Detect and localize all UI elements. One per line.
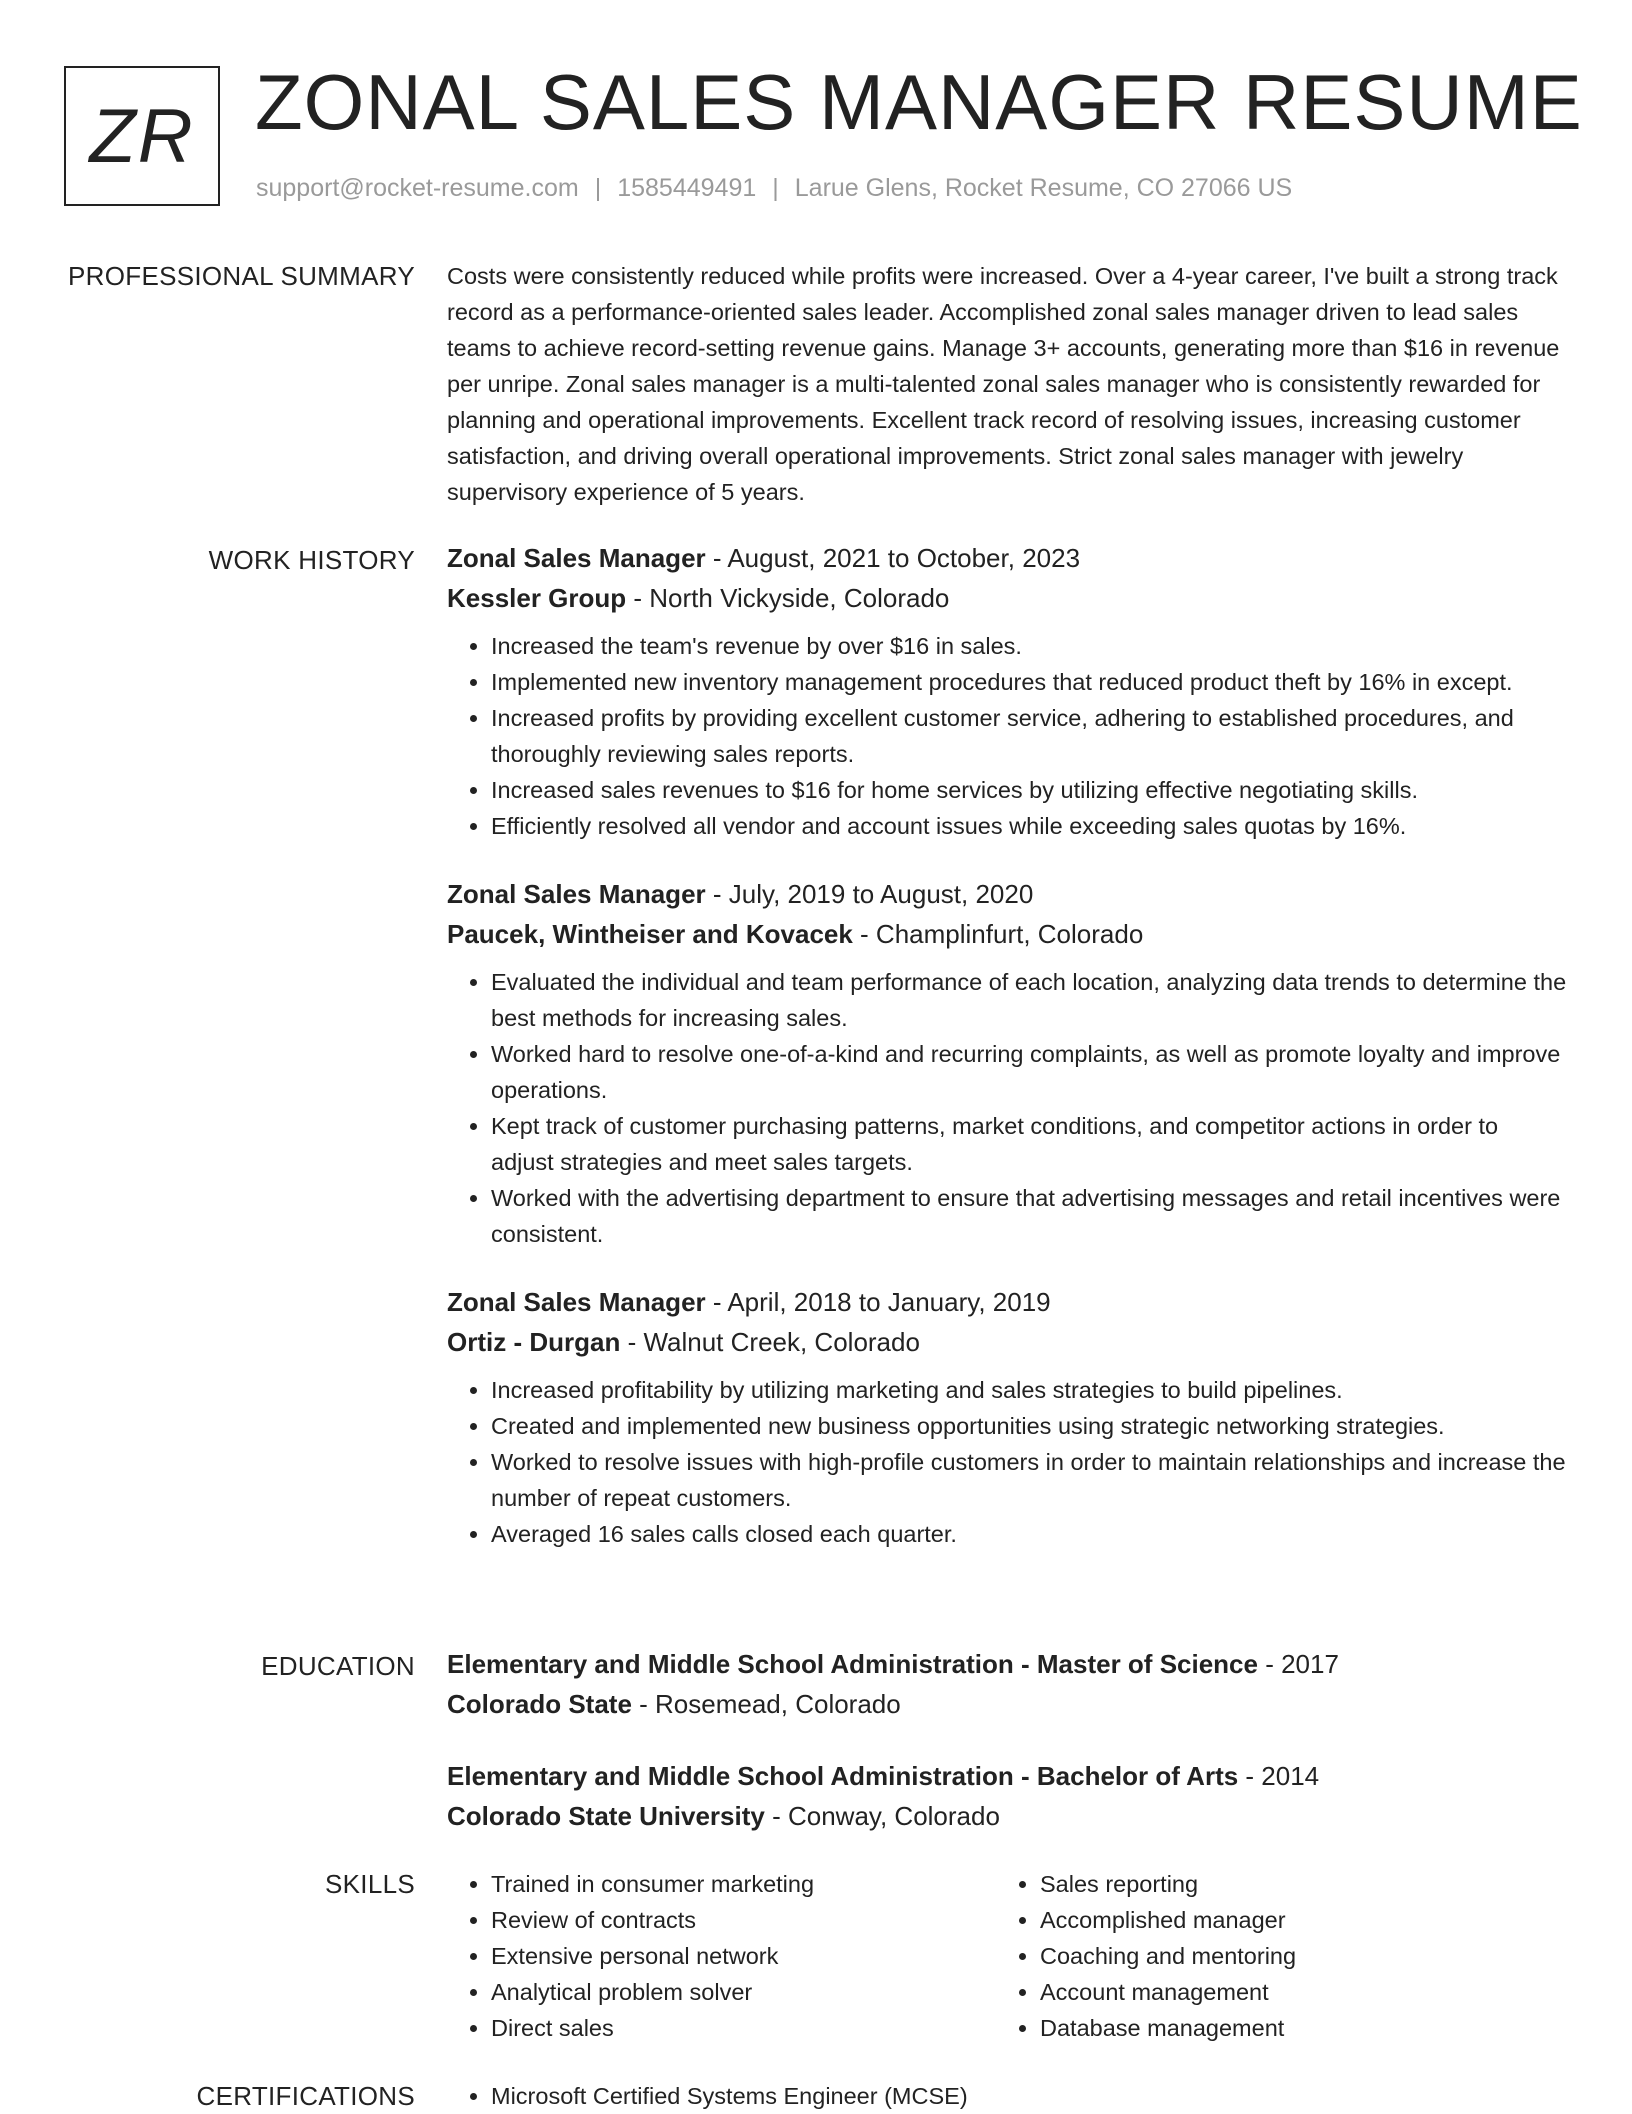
skill-item: • Trained in consumer marketing	[491, 1866, 996, 1902]
job-bullets	[447, 964, 1567, 1252]
job-bullet: • Averaged 16 sales calls closed each quarter.	[491, 1516, 1567, 1552]
job-title: Zonal Sales Manager	[447, 543, 706, 573]
job-entry	[447, 874, 1567, 1252]
skill-item: • Database management	[1040, 2010, 1545, 2046]
skills-columns	[447, 1866, 1567, 2046]
certifications-list	[447, 2078, 1567, 2114]
degree-year: - 2017	[1257, 1649, 1339, 1679]
job-company: Ortiz - Durgan	[447, 1327, 621, 1357]
section-label-education: EDUCATION	[261, 1651, 415, 1681]
section-label-work-history: WORK HISTORY	[208, 545, 415, 575]
degree-year: - 2014	[1238, 1761, 1320, 1791]
summary-text: Costs were consistently reduced while profits were increased. Over a 4-year career, I've built a strong track record as a performance-oriented sales leader. Accomplished zonal sales manager driven to lead sales teams to achieve record-setting revenue gains. Manage 3+ accounts, generating more than $16 in revenue per unripe. Zonal sales manager is a multi-talented zonal sales manager who is consistently rewarded for planning and operational improvements. Excellent track record of resolving issues, increasing customer satisfaction, and driving overall operational improvements. Strict zonal sales manager with jewelry supervisory experience of 5 years.	[447, 263, 1560, 505]
job-bullet: • Increased profits by providing excellent customer service, adhering to established procedures, and thoroughly reviewing sales reports.	[491, 700, 1567, 772]
section-label-certifications: CERTIFICATIONS	[196, 2081, 415, 2111]
job-company-line	[447, 1322, 1567, 1362]
job-bullets	[447, 1372, 1567, 1552]
contact-address: Larue Glens, Rocket Resume, CO 27066 US	[794, 174, 1293, 202]
skill-item: • Direct sales	[491, 2010, 996, 2046]
job-bullet: • Efficiently resolved all vendor and account issues while exceeding sales quotas by 16%.	[491, 808, 1567, 844]
job-bullet: • Created and implemented new business opportunities using strategic networking strategies.	[491, 1408, 1567, 1444]
skill-item: • Review of contracts	[491, 1902, 996, 1938]
job-bullet: • Increased sales revenues to $16 for home services by utilizing effective negotiating skills.	[491, 772, 1567, 808]
job-location: - North Vickyside, Colorado	[626, 583, 950, 613]
monogram-logo: ZR	[64, 66, 220, 206]
skills-list-left	[447, 1866, 996, 2046]
skill-item: • Account management	[1040, 1974, 1545, 2010]
job-company-line	[447, 914, 1567, 954]
job-bullet: • Kept track of customer purchasing patterns, market conditions, and competitor actions in order to adjust strategies and meet sales targets.	[491, 1108, 1567, 1180]
skill-item: • Accomplished manager	[1040, 1902, 1545, 1938]
school-line	[447, 1684, 1567, 1724]
skill-item: • Sales reporting	[1040, 1866, 1545, 1902]
job-entry	[447, 538, 1567, 844]
certifications-body	[447, 2078, 1567, 2114]
skill-item: • Coaching and mentoring	[1040, 1938, 1545, 1974]
job-location: - Champlinfurt, Colorado	[852, 919, 1144, 949]
contact-line	[256, 174, 1292, 203]
work-history-body	[447, 538, 1567, 1582]
contact-phone[interactable]: 1585449491	[617, 174, 757, 202]
contact-email[interactable]: support@rocket-resume.com	[256, 174, 579, 202]
section-label-skills: SKILLS	[325, 1869, 415, 1899]
job-title-line	[447, 1282, 1567, 1322]
summary-body	[447, 258, 1567, 510]
skills-body	[447, 1866, 1567, 2046]
skill-item: • Analytical problem solver	[491, 1974, 996, 2010]
resume-title: ZONAL SALES MANAGER RESUME	[255, 58, 1583, 146]
job-bullets	[447, 628, 1567, 844]
job-bullet: • Worked to resolve issues with high-profile customers in order to maintain relationships and increase the number of repeat customers.	[491, 1444, 1567, 1516]
job-company-line	[447, 578, 1567, 618]
school: Colorado State	[447, 1689, 632, 1719]
job-entry	[447, 1282, 1567, 1552]
job-bullet: • Evaluated the individual and team performance of each location, analyzing data trends to determine the best methods for increasing sales.	[491, 964, 1567, 1036]
job-company: Paucek, Wintheiser and Kovacek	[447, 919, 853, 949]
job-title: Zonal Sales Manager	[447, 879, 706, 909]
education-body	[447, 1644, 1567, 1868]
job-dates: - August, 2021 to October, 2023	[705, 543, 1081, 573]
skills-list-right	[996, 1866, 1545, 2046]
section-label-summary: PROFESSIONAL SUMMARY	[68, 261, 415, 291]
job-company: Kessler Group	[447, 583, 627, 613]
contact-separator: |	[594, 174, 602, 202]
degree: Elementary and Middle School Administration - Master of Science	[447, 1649, 1258, 1679]
job-bullet: • Worked with the advertising department to ensure that advertising messages and retail incentives were consistent.	[491, 1180, 1567, 1252]
degree-line	[447, 1644, 1567, 1684]
job-dates: - April, 2018 to January, 2019	[705, 1287, 1051, 1317]
school-location: - Conway, Colorado	[764, 1801, 1000, 1831]
degree: Elementary and Middle School Administration - Bachelor of Arts	[447, 1761, 1239, 1791]
job-title-line	[447, 538, 1567, 578]
contact-separator: |	[772, 174, 779, 202]
education-entry	[447, 1756, 1567, 1836]
job-title: Zonal Sales Manager	[447, 1287, 706, 1317]
job-bullet: • Increased profitability by utilizing marketing and sales strategies to build pipelines.	[491, 1372, 1567, 1408]
job-bullet: • Increased the team's revenue by over $16 in sales.	[491, 628, 1567, 664]
skill-item: • Extensive personal network	[491, 1938, 996, 1974]
school-location: - Rosemead, Colorado	[631, 1689, 901, 1719]
job-bullet: • Implemented new inventory management procedures that reduced product theft by 16% in except.	[491, 664, 1567, 700]
certification-item: • Microsoft Certified Systems Engineer (MCSE)	[491, 2078, 1567, 2114]
school: Colorado State University	[447, 1801, 765, 1831]
job-dates: - July, 2019 to August, 2020	[705, 879, 1034, 909]
education-entry	[447, 1644, 1567, 1724]
degree-line	[447, 1756, 1567, 1796]
job-bullet: • Worked hard to resolve one-of-a-kind and recurring complaints, as well as promote loyalty and improve operations.	[491, 1036, 1567, 1108]
job-location: - Walnut Creek, Colorado	[620, 1327, 920, 1357]
school-line	[447, 1796, 1567, 1836]
job-title-line	[447, 874, 1567, 914]
